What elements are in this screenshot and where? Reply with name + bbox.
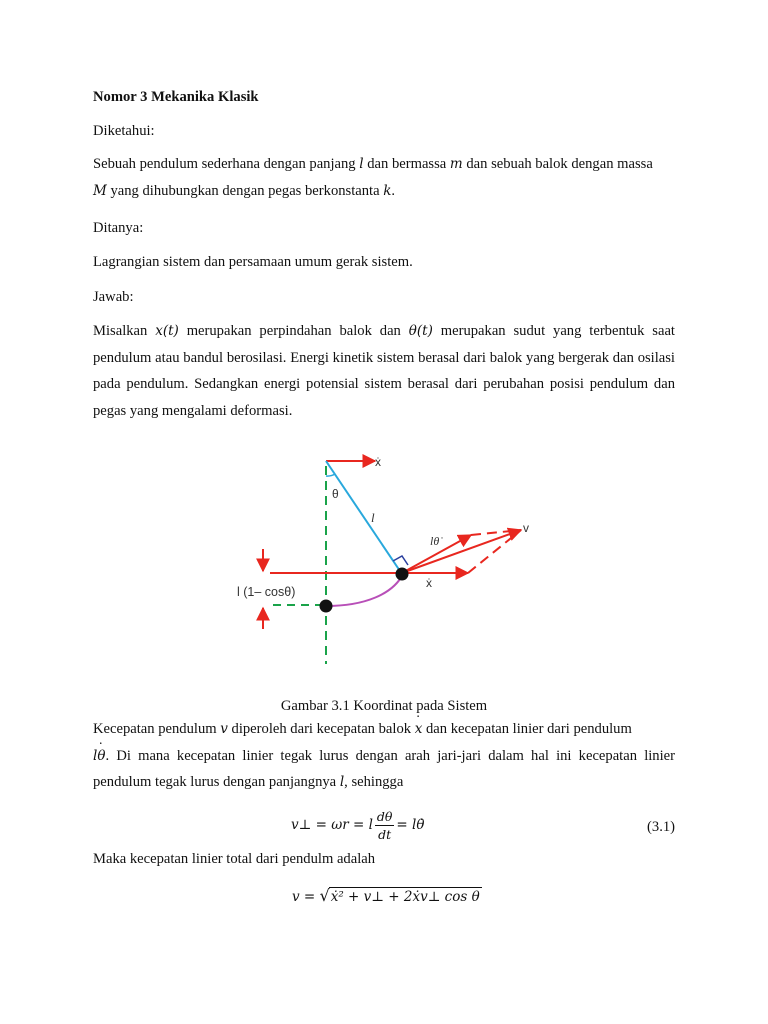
var-theta-t: θ(t) [408,323,433,339]
answer-label: Jawab: [93,289,134,305]
heading: Nomor 3 Mekanika Klasik [93,89,259,105]
eq2-lhs: v = [292,889,320,905]
var-x-dot: x ˙ [415,716,423,743]
equation-3-1 [291,808,424,843]
var-l-2: l [339,774,345,790]
given-text-1: Sebuah pendulum sederhana dengan panjang [93,156,360,172]
label-ltheta-dot: lθ̇ [430,534,440,548]
answer-text-2: merupakan perpindahan balok dan [178,323,409,339]
velocity-paragraph [93,716,675,796]
equation-total-velocity [292,886,482,905]
given-text-2: dan bermassa [363,156,450,172]
asked-text: Lagrangian sistem dan persamaan umum gerak sistem. [93,254,413,270]
var-l: l [359,156,364,172]
eq1-rhs: = lθ̇ [396,817,425,833]
var-M: M [93,182,107,199]
label-height: l (1– cosθ) [237,585,296,599]
answer-text-1: Misalkan [93,323,156,339]
given-text-3: dan sebuah balok dengan massa [462,156,653,172]
pendulum-string [326,461,402,574]
pendulum-diagram [225,446,545,666]
var-l-theta-l: l [93,747,98,764]
bob-path-arc [326,574,403,606]
velocity-text-3: dan kecepatan linier dari pendulum [422,721,632,737]
given-text-4: yang dihubungkan dengan pegas berkonstanta [106,182,384,199]
label-theta: θ [332,487,339,501]
label-v: v [523,521,529,535]
eq1-numerator: dθ [376,809,393,824]
equation-number: (3.1) [647,819,675,835]
given-paragraph [93,151,675,204]
answer-text-3: merupakan sudut yang terbentuk saat pendulum atau bandul berosilasi. Energi kinetik sistem berasal dari balok yang bergerak dan osilasi pada pendulum. Sedangkan energi potensial sistem berasal dari perubahan posisi pendulum dan pegas yang mengalami deformasi. [93,323,675,419]
given-label: Diketahui: [93,123,155,139]
bob-rest [320,600,333,613]
eq1-fraction [375,808,395,843]
eq1-denominator: dt [378,827,392,842]
var-theta-dot: θ ˙ [97,743,105,770]
answer-paragraph [93,318,675,424]
label-xdot-top: ẋ [375,455,381,469]
var-v: v [220,721,228,737]
velocity-arrow [402,530,521,573]
eq1-lhs: v⊥ = ωr = l [291,817,373,833]
var-x-t: x(t) [155,323,179,339]
eq2-radicand: ẋ² + v⊥ + 2ẋv⊥ cos θ [330,889,480,905]
velocity-text-1: Kecepatan pendulum [93,721,221,737]
velocity-text-5: , sehingga [344,774,404,790]
given-text-5: . [391,182,396,199]
velocity-text-2: diperoleh dari kecepatan balok [227,721,415,737]
parallelogram-right [468,530,521,573]
velocity-text-4: . Di mana kecepatan linier tegak lurus dengan arah jari-jari dalam hal ini kecepatan linier pendulum tegak lurus dengan panjangnya [93,747,675,790]
figure-caption: Gambar 3.1 Koordinat pada Sistem [280,697,488,714]
bob-displaced [396,568,409,581]
label-xdot-mid: ẋ [426,576,432,590]
var-m: m [449,156,463,172]
label-l: l [371,510,375,525]
sqrt-sign: √ [319,886,330,905]
asked-label: Ditanya: [93,220,144,236]
theta-arc [326,474,335,476]
total-velocity-text: Maka kecepatan linier total dari pendulm adalah [93,851,376,867]
var-k: k [383,182,392,199]
